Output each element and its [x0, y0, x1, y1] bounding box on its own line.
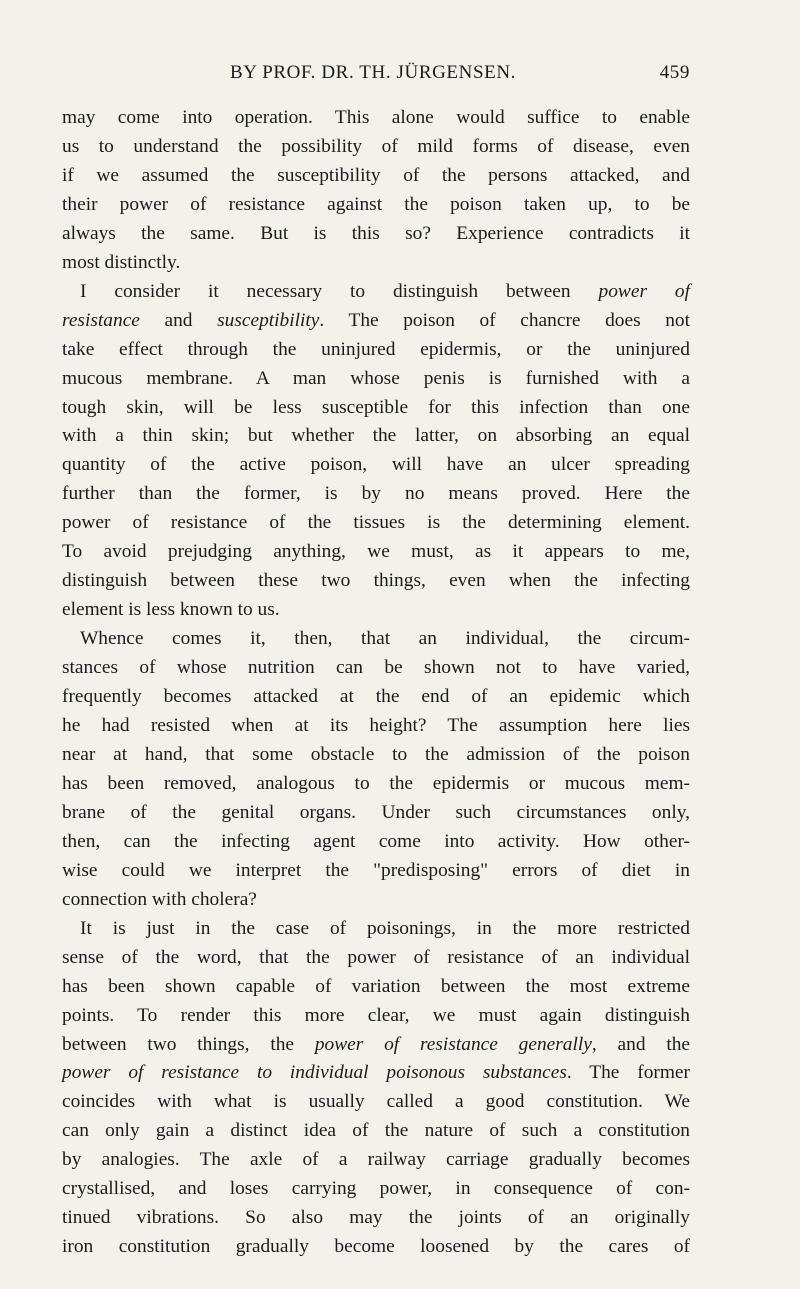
text-line: he had resisted when at its height? The assumption here lies	[62, 715, 690, 737]
text-line: crystallised, and loses carrying power, in consequence of con-	[62, 1178, 690, 1200]
text-line: stances of whose nutrition can be shown not to have varied,	[62, 657, 690, 679]
text-line: I consider it necessary to distinguish between power of	[80, 280, 690, 302]
italic-term: power of	[598, 280, 690, 302]
text-line: between two things, the power of resistance generally, and the	[62, 1033, 691, 1055]
text-line: coincides with what is usually called a good constitution. We	[62, 1091, 690, 1113]
text-line: their power of resistance against the poison taken up, to be	[62, 193, 690, 215]
text-line: further than the former, is by no means proved. Here the	[62, 483, 690, 505]
text-line: tough skin, will be less susceptible for this infection than one	[62, 396, 690, 418]
text-line: may come into operation. This alone would suffice to enable	[62, 107, 690, 128]
text-line: Whence comes it, then, that an individual, the circum-	[80, 628, 690, 650]
text-line: mucous membrane. A man whose penis is furnished with a	[62, 367, 690, 389]
text-line: has been shown capable of variation between the most extreme	[62, 975, 690, 997]
text-line: brane of the genital organs. Under such circumstances only,	[62, 801, 690, 823]
text-line: frequently becomes attacked at the end of an epidemic which	[62, 686, 690, 708]
text-line: with a thin skin; but whether the latter, on absorbing an equal	[62, 425, 690, 447]
italic-term: resistance	[62, 309, 140, 331]
text-line: wise could we interpret the "predisposing" errors of diet in	[62, 859, 690, 881]
text-line: us to understand the possibility of mild forms of disease, even	[62, 135, 690, 157]
text-line: points. To render this more clear, we must again distinguish	[62, 1004, 690, 1026]
text-line: It is just in the case of poisonings, in the more restricted	[80, 917, 690, 939]
body-text	[62, 104, 690, 1262]
text-line: power of resistance to individual poisonous substances. The former	[62, 1062, 690, 1084]
page-number: 459	[659, 62, 690, 83]
text-line: To avoid prejudging anything, we must, as it appears to me,	[62, 541, 690, 563]
text-line: most distinctly.	[62, 251, 181, 273]
text-line: power of resistance of the tissues is the determining element.	[62, 512, 690, 534]
text-line: take effect through the uninjured epidermis, or the uninjured	[62, 338, 690, 360]
italic-term: susceptibility	[217, 309, 320, 331]
text-line: near at hand, that some obstacle to the admission of the poison	[62, 743, 690, 765]
text-line: quantity of the active poison, will have an ulcer spreading	[62, 454, 690, 476]
italic-term: power of resistance to individual poisonous substances	[62, 1062, 567, 1084]
text-line: distinguish between these two things, even when the infecting	[62, 570, 690, 592]
text-line: by analogies. The axle of a railway carriage gradually becomes	[62, 1149, 690, 1171]
running-title: BY PROF. DR. TH. JÜRGENSEN.	[230, 62, 517, 83]
text-line: always the same. But is this so? Experience contradicts it	[62, 222, 690, 244]
text-line: iron constitution gradually become loosened by the cares of	[62, 1236, 690, 1258]
text-line: sense of the word, that the power of resistance of an individual	[62, 946, 690, 968]
text-line: if we assumed the susceptibility of the persons attacked, and	[62, 164, 690, 186]
italic-term: power of resistance generally	[314, 1033, 592, 1055]
text-line: element is less known to us.	[62, 599, 280, 621]
text-line: then, can the infecting agent come into activity. How other-	[62, 830, 690, 852]
text-line: can only gain a distinct idea of the nature of such a constitution	[62, 1120, 690, 1142]
text-line: tinued vibrations. So also may the joints of an originally	[62, 1207, 690, 1229]
text-line: resistance and susceptibility. The poison of chancre does not	[62, 309, 690, 331]
text-line: has been removed, analogous to the epidermis or mucous mem-	[62, 772, 690, 794]
text-line: connection with cholera?	[62, 888, 257, 910]
